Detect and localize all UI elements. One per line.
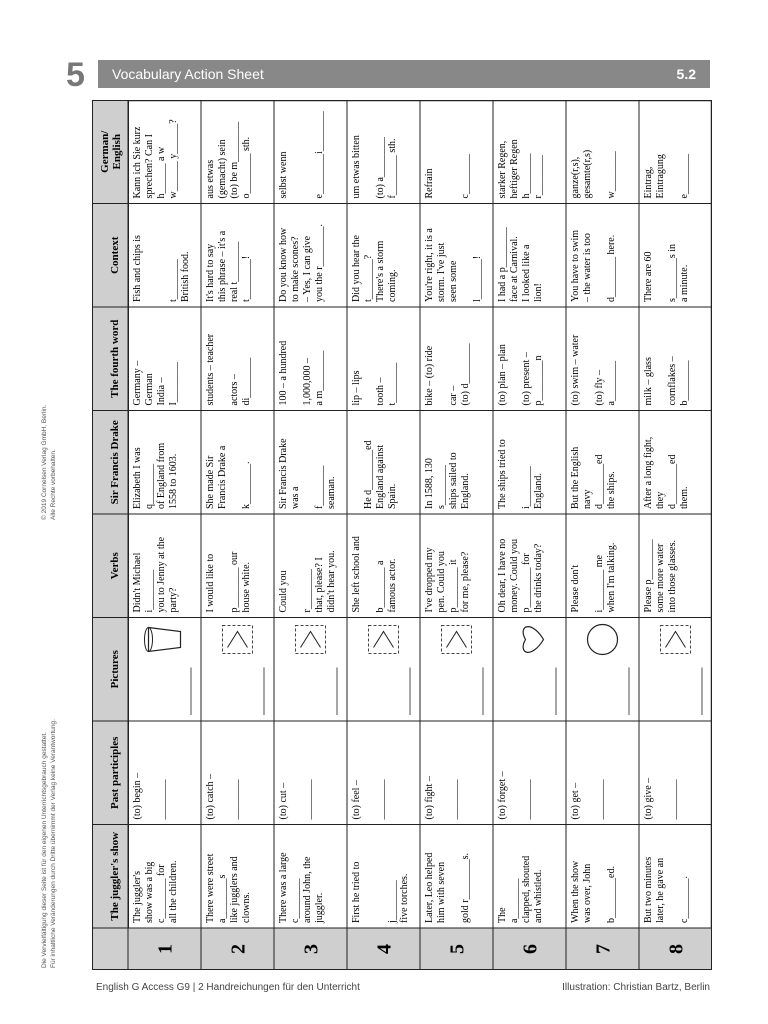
column-header-0: The juggler's show xyxy=(109,831,121,921)
cell-text: Refrain xyxy=(424,168,435,199)
cell-text: heftiger Regen xyxy=(509,139,520,199)
cell-text: Kann ich Sie kurz xyxy=(132,126,143,199)
cell-text: Elizabeth I was xyxy=(132,447,143,509)
cell-text: Oh dear, I have no xyxy=(497,538,508,613)
cell-text: f________ sth. xyxy=(387,138,398,199)
cell-text: lip – lips xyxy=(351,370,362,406)
cell-text: b________ a xyxy=(375,560,386,613)
cell-text: storm. I've just xyxy=(436,242,447,302)
cell-text: b________ xyxy=(679,360,690,406)
cell-text: e________ xyxy=(679,154,690,199)
cell-text: o________ sth. xyxy=(241,136,252,199)
cell-text: house white. xyxy=(241,561,252,613)
cell-text: um etwas bitten xyxy=(351,135,362,199)
cell-text: coming. xyxy=(387,269,398,302)
cell-text: starker Regen, xyxy=(497,140,508,199)
cell-text: ________ xyxy=(594,779,605,820)
cell-text: After a long fight, xyxy=(643,436,654,509)
cell-text: sprechen? Can I xyxy=(144,134,155,199)
cell-text: (to) be m________ xyxy=(229,121,240,199)
cell-text: the drinks today? xyxy=(533,543,544,613)
cell-text: ________ xyxy=(156,779,167,820)
cell-text: Didn't Michael xyxy=(132,552,143,613)
cell-text: England. xyxy=(533,473,544,509)
cell-text: I looked like a xyxy=(521,244,532,302)
cell-text: (gemacht) sein xyxy=(217,139,228,199)
cell-text: k________. xyxy=(241,461,252,509)
cell-text: i________ xyxy=(521,466,532,509)
cell-text: She left school and xyxy=(351,536,362,613)
cell-text: seen some xyxy=(448,260,459,302)
vocabulary-table xyxy=(92,100,712,970)
cell-text: pen. Could you xyxy=(436,551,447,613)
cell-text: I would like to xyxy=(205,553,216,613)
cell-text: students – teacher xyxy=(205,333,216,406)
column-header-2: Pictures xyxy=(109,650,121,689)
cell-text: Please p________ xyxy=(643,539,654,613)
sketch-stroke xyxy=(228,632,248,648)
cell-text: lion! xyxy=(533,283,544,302)
sheet-code: 5.2 xyxy=(676,66,696,82)
drawing-icon xyxy=(223,626,253,654)
cell-text: p________n xyxy=(533,355,544,406)
cell-text: f________ xyxy=(314,465,325,509)
cell-text: q________ xyxy=(144,464,155,509)
cell-text: 100 – a hundred xyxy=(278,340,289,406)
cell-text: He d________ed xyxy=(363,440,374,509)
cell-text: a m________ xyxy=(314,350,325,406)
cell-text: i________ xyxy=(144,569,155,613)
cell-text: The xyxy=(497,907,508,923)
cell-text: England. xyxy=(460,473,471,509)
column-header-5: The fourth word xyxy=(109,319,121,398)
cell-text: later, he gave an xyxy=(655,857,666,923)
table-frame xyxy=(93,101,712,970)
cell-text: actors – xyxy=(229,374,240,406)
row-number: 8 xyxy=(665,944,688,954)
cell-text: you to Jenny at the xyxy=(156,536,167,613)
cell-text: h________ xyxy=(521,153,532,199)
cell-text: Please don't xyxy=(570,564,581,613)
cell-text: when I'm talking. xyxy=(606,542,617,613)
cell-text: s________ xyxy=(436,465,447,509)
cell-text: j________ xyxy=(387,880,398,923)
cell-text: that, please? I xyxy=(314,557,325,613)
cell-text: t________ xyxy=(387,362,398,406)
cell-text: p________ our xyxy=(229,551,240,613)
row-number: 5 xyxy=(446,944,469,954)
cell-text: – Yes, I can give xyxy=(302,235,313,302)
column-header-text: German/ xyxy=(99,130,111,173)
cell-text: real t________ xyxy=(229,241,240,302)
cell-text: – the water is too xyxy=(582,233,593,302)
cell-text: cornflakes – xyxy=(667,356,678,406)
cell-text: But two minutes xyxy=(643,856,654,923)
cell-text: you the r________. xyxy=(314,223,325,302)
sketch-stroke xyxy=(447,632,467,648)
cell-text: (to) fight – xyxy=(424,776,435,820)
cell-text: ________ xyxy=(229,779,240,820)
cell-text: party? xyxy=(168,587,179,613)
cell-text: First he tried to xyxy=(351,861,362,923)
title-bar xyxy=(98,60,710,88)
cell-text: d________ed xyxy=(667,454,678,509)
cell-text: (to) begin – xyxy=(132,772,143,820)
cell-text: You're right, it is a xyxy=(424,228,435,302)
cell-text: (to) present – xyxy=(521,352,532,406)
cell-text: them. xyxy=(679,486,690,509)
cell-text: b________ed. xyxy=(606,866,617,923)
row-number: 6 xyxy=(519,944,542,954)
cell-text: p________ for xyxy=(521,553,532,613)
cell-text: t________! xyxy=(241,255,252,302)
cell-text: 1,000,000 – xyxy=(302,358,313,406)
heart-shape xyxy=(523,627,543,653)
cell-text: Do you know how xyxy=(278,227,289,302)
cell-text: aus etwas xyxy=(205,159,216,199)
sketch-stroke xyxy=(301,632,321,648)
cell-text: tooth – xyxy=(375,377,386,406)
cell-text: Eintrag, xyxy=(643,166,654,199)
cell-text: You have to swim xyxy=(570,229,581,302)
footer-right: Illustration: Christian Bartz, Berlin xyxy=(562,982,710,993)
cell-text: they xyxy=(655,491,666,509)
cell-text: She made Sir xyxy=(205,455,216,509)
column-header-text: English xyxy=(111,134,123,170)
column-header-4: Sir Francis Drake xyxy=(109,420,121,505)
cell-text: Francis Drake a xyxy=(217,445,228,509)
cell-text: to make scones? xyxy=(290,236,301,302)
cell-text: Did you hear the xyxy=(351,235,362,302)
cell-text: (to) swim – water xyxy=(570,334,581,406)
cell-text: (to) cut – xyxy=(278,782,289,820)
cell-text: the ships. xyxy=(606,471,617,509)
cell-text: money. Could you xyxy=(509,538,520,613)
cell-text: In 1588, 130 xyxy=(424,458,435,509)
cell-text: all the children. xyxy=(168,860,179,923)
heart-icon xyxy=(523,627,543,653)
cell-text: Eintragung xyxy=(655,154,666,199)
cell-text: h______ a w xyxy=(156,146,167,199)
sketch-shape xyxy=(296,626,326,654)
cell-text: seaman. xyxy=(326,476,337,509)
cell-text: (to) fly – xyxy=(594,369,605,406)
row-number: 4 xyxy=(373,944,396,954)
cell-text: and whistled. xyxy=(533,869,544,923)
cell-text: ganze(r,s), xyxy=(570,156,581,199)
sketch-shape xyxy=(661,626,691,654)
sketch-shape xyxy=(223,626,253,654)
cell-text: Sir Francis Drake xyxy=(278,438,289,509)
sketch-shape xyxy=(369,626,399,654)
cell-text: w________ xyxy=(606,151,617,199)
cell-text: was a xyxy=(290,486,301,509)
cell-text: juggler. xyxy=(314,892,325,923)
copyright-line-2: Für inhaltliche Veränderungen durch Dritte übernimmt der Verlag keine Verantwortung. xyxy=(50,719,57,968)
cell-text: gold r________s. xyxy=(460,853,471,923)
cell-text: ________ xyxy=(521,779,532,820)
publisher-line-2: Alle Rechte vorbehalten. xyxy=(50,449,57,520)
person-on-cart-icon xyxy=(369,626,399,654)
cell-text: r________ xyxy=(533,155,544,199)
cell-text: five torches. xyxy=(399,873,410,923)
publisher-line-1: © 2019 Cornelsen Verlag GmbH, Berlin. xyxy=(41,404,48,520)
cell-text: like jugglers and xyxy=(229,856,240,923)
cell-text: Spain. xyxy=(387,483,398,509)
cell-text: England against xyxy=(375,444,386,509)
row-number: 1 xyxy=(154,944,177,954)
cell-text: into those glasses. xyxy=(667,540,678,613)
cell-text: (to) catch – xyxy=(205,773,216,820)
sketch-stroke xyxy=(666,632,686,648)
cell-text: for me, please? xyxy=(460,551,471,613)
cell-text: ________ xyxy=(302,779,313,820)
row-number: 2 xyxy=(227,944,250,954)
cell-text: The juggler's xyxy=(132,870,143,923)
circle-shape xyxy=(588,625,618,655)
cell-text: (to) feel – xyxy=(351,780,362,820)
cell-text: British food. xyxy=(180,251,191,302)
cell-text: famous actor. xyxy=(387,558,398,613)
cell-text: him with seven xyxy=(436,861,447,923)
cell-text: (to) plan – plan xyxy=(497,344,508,406)
cell-text: s________s in xyxy=(667,243,678,302)
cell-text: milk – glass xyxy=(643,357,654,406)
copyright-line-1: Die Vervielfältigung dieser Seite ist für den eigenen Unterrichtsgebrauch gestattet. xyxy=(41,732,48,968)
bucket-icon xyxy=(145,628,181,652)
cell-text: d________ here. xyxy=(606,234,617,302)
cell-text: a________ xyxy=(509,878,520,923)
cell-text: ________ xyxy=(667,779,678,820)
cell-text: di________ xyxy=(241,357,252,406)
cell-text: c________ xyxy=(460,154,471,199)
cell-text: Later, Leo helped xyxy=(424,852,435,923)
cell-text: When the show xyxy=(570,860,581,923)
pen-on-floor-icon xyxy=(442,626,472,654)
cell-text: There was a large xyxy=(278,852,289,923)
cell-text: t________ xyxy=(168,259,179,302)
sheet-title: Vocabulary Action Sheet xyxy=(112,66,264,82)
cell-text: clapped, shouted xyxy=(521,855,532,923)
pouring-water-icon xyxy=(661,626,691,654)
cell-text: face at Carnival. xyxy=(509,236,520,302)
row-number: 3 xyxy=(300,944,323,954)
cell-text: r________ xyxy=(302,569,313,613)
cell-text: But the English xyxy=(570,446,581,509)
number-strip xyxy=(93,928,712,970)
cell-text: d________ed xyxy=(594,454,605,509)
cell-text: this phrase – it's a xyxy=(217,230,228,302)
cell-text: German xyxy=(144,373,155,406)
cell-text: (to) forget – xyxy=(497,771,508,820)
column-header-1: Past participles xyxy=(109,736,121,809)
cell-text: i________ me xyxy=(594,555,605,613)
cell-text: around John, the xyxy=(302,856,313,923)
cell-text: I had a p________ xyxy=(497,227,508,302)
cell-text: e________i________ xyxy=(314,111,325,199)
cell-text: (to) give – xyxy=(643,777,654,820)
cell-text: (to) get – xyxy=(570,782,581,820)
sketch-stroke xyxy=(374,632,394,648)
scissors-cut-icon xyxy=(296,626,326,654)
cell-text: bike – (to) ride xyxy=(424,345,435,406)
cell-text: c________. xyxy=(679,876,690,923)
cell-text: car – xyxy=(448,385,459,406)
cell-text: w______ y______? xyxy=(168,119,179,199)
cell-text: India – xyxy=(156,377,167,406)
cell-text: t________? xyxy=(363,254,374,302)
cell-text: Germany – xyxy=(132,360,143,406)
row-number: 7 xyxy=(592,944,615,954)
cell-text: I've dropped my xyxy=(424,547,435,613)
cell-text: l________! xyxy=(472,255,483,302)
cell-text: didn't hear you. xyxy=(326,550,337,613)
cell-text: some more water xyxy=(655,543,666,613)
publisher-note xyxy=(40,405,58,520)
cell-text: There are 60 xyxy=(643,251,654,302)
circle-icon xyxy=(588,625,618,655)
cell-text: There were street xyxy=(205,853,216,923)
cell-text: 1558 to 1603. xyxy=(168,453,179,509)
cell-text: c________ for xyxy=(156,864,167,923)
cell-text: p________ it xyxy=(448,559,459,613)
cell-text: a________s xyxy=(217,874,228,923)
cell-text: I________ xyxy=(168,362,179,406)
cell-text: It's hard to say xyxy=(205,243,216,302)
cell-text: ________ xyxy=(375,779,386,820)
cell-text: Fish and chips is xyxy=(132,235,143,302)
cell-text: clowns. xyxy=(241,892,252,923)
cell-text: show was a big xyxy=(144,861,155,923)
unit-number: 5 xyxy=(66,56,85,94)
cell-text: was over, John xyxy=(582,863,593,923)
cell-text: gesamte(r,s) xyxy=(582,149,593,199)
cell-text: of England from xyxy=(156,442,167,509)
cell-text: ________ xyxy=(448,779,459,820)
cell-text: Could you xyxy=(278,570,289,613)
cell-text: The ships tried to xyxy=(497,439,508,509)
cell-text: (to) a________ xyxy=(375,137,386,199)
cell-text: ships sailed to xyxy=(448,452,459,509)
cell-text: selbst wenn xyxy=(278,151,289,199)
footer-left: English G Access G9 | 2 Handreichungen für den Unterricht xyxy=(96,982,360,993)
cell-text: (to) d________ xyxy=(460,343,471,406)
cell-text: a minute. xyxy=(679,264,690,302)
cell-text: c________ xyxy=(290,878,301,923)
cell-text: There's a storm xyxy=(375,240,386,302)
cell-text: navy xyxy=(582,489,593,509)
sketch-shape xyxy=(442,626,472,654)
column-header-3: Verbs xyxy=(109,552,121,580)
cell-text: a________ xyxy=(606,361,617,406)
copyright-note xyxy=(40,719,58,968)
column-header-7 xyxy=(99,130,123,173)
column-header-6: Context xyxy=(109,236,121,274)
bucket-shape xyxy=(149,628,181,652)
